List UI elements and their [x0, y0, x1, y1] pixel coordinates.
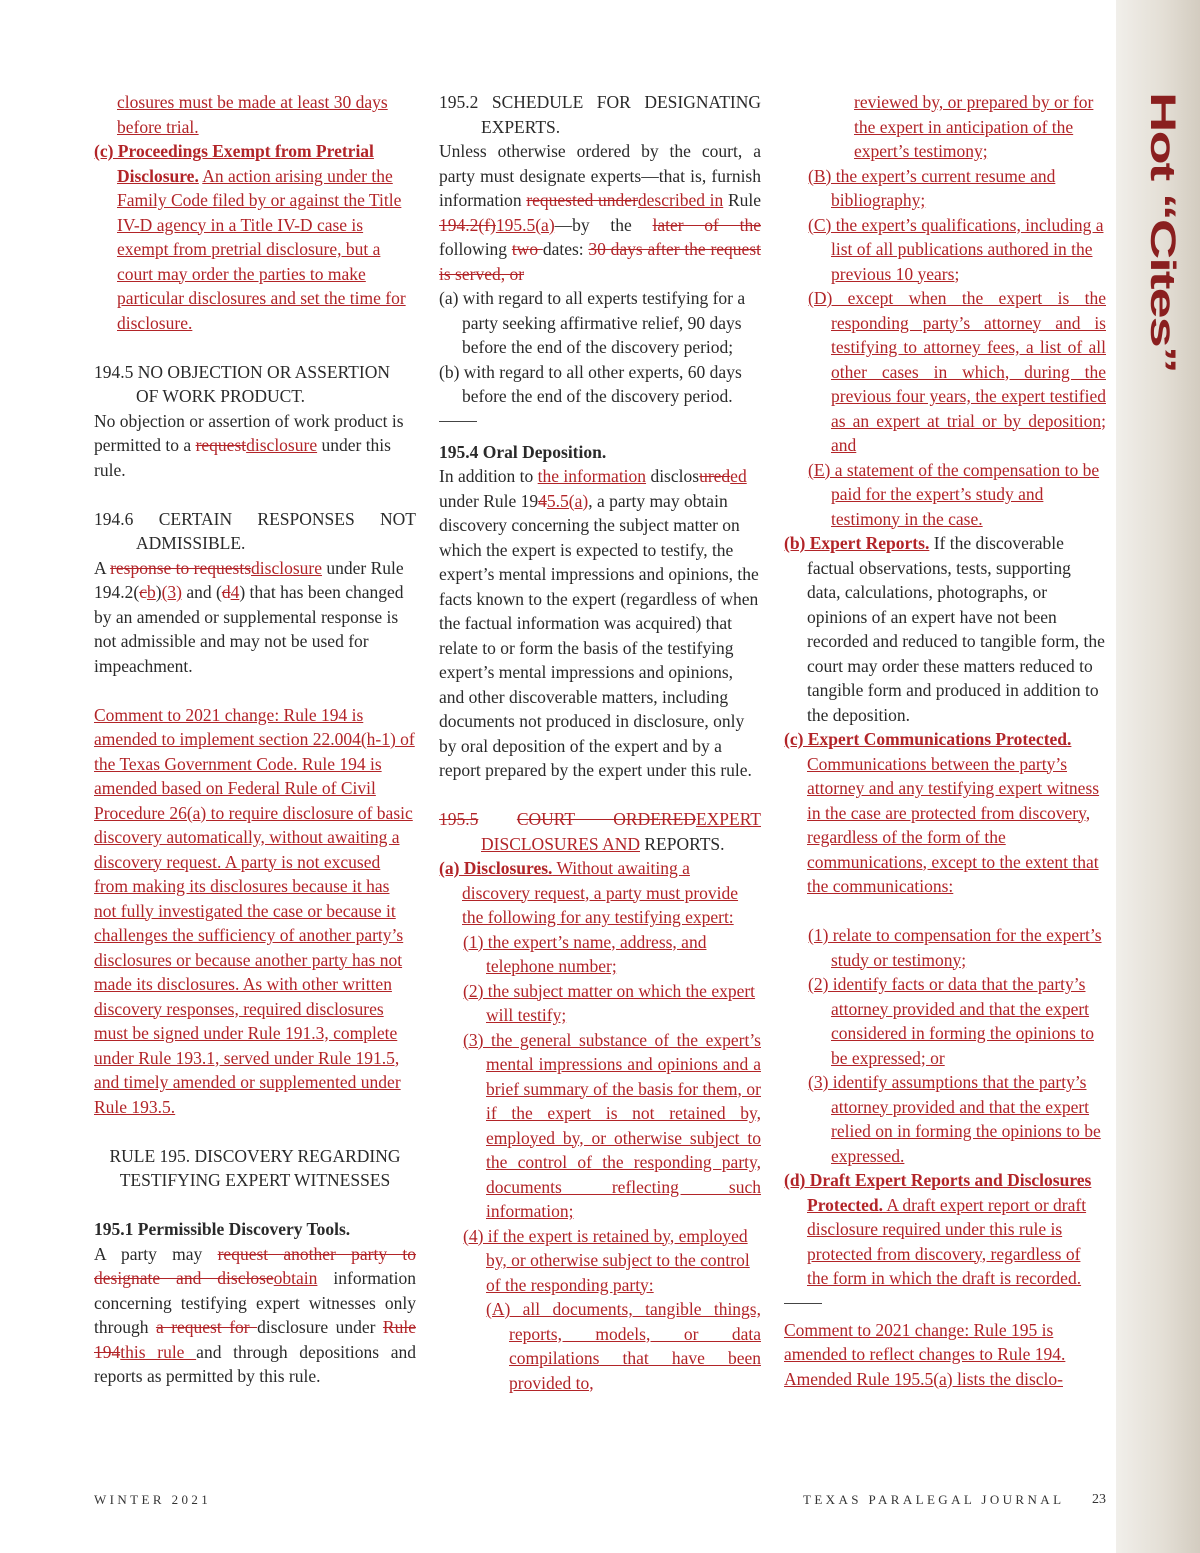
subsection-a-3: (3) the general substance of the expert’s mental impressions and opinions and a brief summary of the basis for them, or if the expert is not retained by, employed by, or otherwise subject to the control of the responding party, documents reflecting such information;: [463, 1029, 761, 1221]
rule-title: SCHEDULE FOR DESIGNATING EXPERTS.: [481, 92, 761, 137]
subsection-c-2: (2) identify facts or data that the party’s attorney provided and that the expert considered in forming the opinions to be expressed; or: [808, 974, 1094, 1068]
subsection-c: (c) Expert Communications Protected. Communications between the party’s attorney and any testifying expert witness in the case are protected from discovery, regardless of the form of the communications, except to the extent that the communications:: [784, 729, 1100, 896]
rule-195-2-body: Unless otherwise ordered by the court, a party must designate experts—that is, furnish information requested underdescribed in Rule 194.2(f)195.5(a)—by the later of the following two dates: 30 days after the request is served, or: [439, 141, 762, 284]
subsection-a-4: (4) if the expert is retained by, employed by, or otherwise subject to the control of the responding party:: [463, 1225, 750, 1295]
footer-issue: WINTER 2021: [94, 1492, 212, 1507]
rule-194-5-heading: [94, 360, 416, 409]
subsection-a-4-A-cont: reviewed by, or prepared by or for the expert in anticipation of the expert’s testimony;: [854, 92, 1094, 161]
subsection-a: (a) Disclosures. Without awaiting a discovery request, a party must provide the following for any testifying expert:: [439, 858, 739, 927]
subsection-a-1: (1) the expert’s name, address, and telephone number;: [463, 931, 707, 976]
item-a: (a) with regard to all experts testifying for a party seeking affirmative relief, 90 days before the end of the discovery period;: [439, 288, 746, 357]
subsection-a-4-A: (A) all documents, tangible things, reports, models, or data compilations that have been provided to,: [486, 1299, 761, 1393]
subsection-d: (d) Draft Expert Reports and Disclosures Protected. A draft expert report or draft disclosure required under this rule is protected from discovery, regardless of the form in which the draft is recorded.: [784, 1170, 1092, 1288]
rule-number: 194.6: [94, 508, 134, 529]
rule-195-1-body: A party may request another party to designate and discloseobtain information concerning testifying expert witnesses only through a request for disclosure under Rule 194this rule and through depositions and reports as permitted by this rule.: [94, 1243, 417, 1386]
section-divider: [439, 421, 477, 434]
rule-195-4-body: In addition to the information disclosureded under Rule 1945.5(a), a party may obtain discovery concerning the subject matter on which the expert is expected to testify, the expert’s mental impressions and opinions, the facts known to the expert (regardless of when the factual information was acquired) that relate to or form the basis of the testifying expert’s mental impressions and opinions, and other discoverable matters, including documents not produced in disclosure, only by oral deposition of the expert and by a report prepared by the expert under this rule.: [439, 466, 759, 780]
subsection-c-1: (1) relate to compensation for the expert’s study or testimony;: [808, 925, 1102, 970]
subsection-c-3: (3) identify assumptions that the party’s attorney provided and that the expert relied on in forming the opinions to be expressed.: [808, 1072, 1101, 1166]
comment-rule-194: Comment to 2021 change: Rule 194 is amended to implement section 22.004(h-1) of the Texas Government Code. Rule 194 is amended based on Federal Rule of Civil Procedure 26(a) to require disclosure of basic discovery automatically, without awaiting a discovery request. A party is not excused from making its disclosures because it has not fully investigated the case or because it challenges the sufficiency of another party’s disclosures or because another party has not made its disclosures. As with other written discovery responses, required disclosures must be signed under Rule 191.3, complete under Rule 193.1, served under Rule 191.5, and timely amended or supplemented under Rule 193.5.: [94, 704, 415, 1117]
comment-rule-195: Comment to 2021 change: Rule 195 is amended to reflect changes to Rule 194. Amended Rule 195.5(a) lists the disclo-: [784, 1319, 1066, 1389]
rule-194-6-body: A response to requestsdisclosure under Rule 194.2(cb)(3) and (d4) that has been changed by an amended or supplemental response is not admissible and may not be used for impeachment.: [94, 557, 404, 676]
subsection-c-heading: (c) Proceedings Exempt from Pretrial Disclosure.: [94, 141, 374, 186]
subsection-b: (b) Expert Reports. If the discoverable factual observations, tests, supporting data, calculations, photographs, or opinions of an expert have not been recorded and reduced to tangible form, the court may order these matters reduced to tangible form and produced in addition to the deposition.: [784, 533, 1105, 725]
rule-title: NO OBJECTION OR ASSERTION OF WORK PRODUCT.: [136, 361, 390, 406]
subsection-a-2: (2) the subject matter on which the expert will testify;: [463, 980, 756, 1025]
column-3: [784, 90, 1106, 1391]
rule-title: CERTAIN RESPONSES NOT ADMISSIBLE.: [136, 508, 416, 553]
subsection-a-4-D: (D) except when the expert is the responding party’s attorney and is testifying to attorney fees, a list of all other cases in which, during the previous four years, the expert testified as an expert at trial or by deposition; and: [808, 288, 1106, 455]
subsection-c-body: An action arising under the Family Code filed by or against the Title IV-D agency in a Title IV-D case is exempt from pretrial disclosure, but a court may order the parties to make particular disclosures and set the time for disclosure.: [117, 165, 406, 333]
rule-number: 195.2: [439, 92, 479, 112]
subsection-a-4-E: (E) a statement of the compensation to be paid for the expert’s study and testimony in the case.: [808, 459, 1100, 529]
rule-194-4-c: [94, 139, 416, 335]
rule-number: 194.5: [94, 361, 134, 382]
closures-text: closures must be made at least 30 days before trial.: [117, 92, 388, 137]
rule-195-heading: RULE 195. DISCOVERY REGARDING TESTIFYING EXPERT WITNESSES: [109, 1145, 401, 1190]
rule-194-5-body: No objection or assertion of work product is permitted to a requestdisclosure under this rule.: [94, 410, 404, 480]
section-title: Hot “Cites”: [1143, 92, 1183, 372]
rule-194-6-heading: [94, 507, 416, 556]
column-2: [439, 90, 761, 1395]
footer-publication: TEXAS PARALEGAL JOURNAL: [803, 1492, 1065, 1507]
rule-195-4-heading: 195.4 Oral Deposition.: [439, 441, 607, 462]
subsection-a-4-B: (B) the expert’s current resume and bibliography;: [808, 165, 1056, 210]
page-number: 23: [1092, 1492, 1106, 1507]
rule-195-5-heading: 195.5 COURT ORDEREDEXPERT DISCLOSURES AND REPORTS.: [439, 809, 761, 854]
rule-195-2-heading: [439, 90, 761, 139]
rule-195-1-heading: 195.1 Permissible Discovery Tools.: [94, 1219, 351, 1239]
subsection-a-4-C: (C) the expert’s qualifications, including a list of all publications authored in the previous 10 years;: [808, 214, 1104, 284]
sidebar-band: [1116, 0, 1200, 1553]
column-1: [94, 90, 416, 1389]
section-divider: [784, 1303, 822, 1316]
item-b: (b) with regard to all other experts, 60 days before the end of the discovery period.: [439, 361, 742, 406]
